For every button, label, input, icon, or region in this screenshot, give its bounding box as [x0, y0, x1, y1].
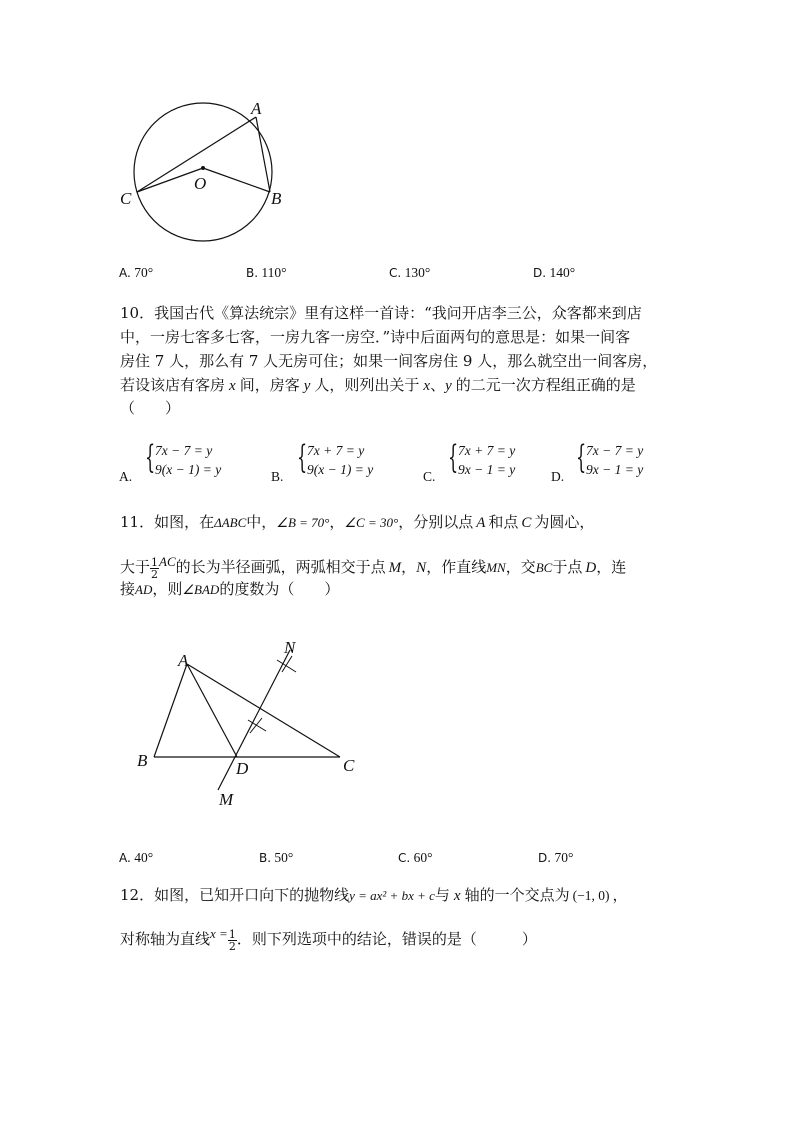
- q10-line-4: 若设该店有客房 x 间，房客 y 人，则列出关于 x、y 的二元一次方程组正确的是: [120, 376, 636, 394]
- q11-line-2: 大于 $\frac{1}{2}$ AC的长为半径画弧，两弧相交于点 M，N，作直线MN，交BC于点 D，连: [120, 554, 627, 581]
- label-c: C: [120, 189, 132, 208]
- q9-option-b[interactable]: B. 110°: [246, 265, 287, 280]
- brace-icon: {: [297, 438, 308, 476]
- brace-icon: {: [576, 438, 587, 476]
- q11-line-3: 接AD，则∠BAD的度数为（ ）: [120, 580, 340, 598]
- q11-option-c[interactable]: C. 60°: [398, 850, 433, 865]
- fraction-half: $\frac{1}{2}$: [151, 555, 159, 581]
- circle-figure: [110, 95, 310, 255]
- label-a: A: [251, 99, 262, 118]
- fig2-label-d: D: [236, 759, 249, 778]
- q11-option-b[interactable]: B. 50°: [259, 850, 294, 865]
- q10-line-2: 中，一房七客多七客，一房九客一房空．”诗中后面两句的意思是：如果一间客: [120, 328, 631, 346]
- q11-line-1: 11．如图，在ΔABC中，∠B = 70°，∠C = 30°，分别以点 A 和点 C 为圆心，: [120, 513, 595, 531]
- q9-option-d[interactable]: D. 140°: [533, 265, 576, 280]
- fig2-label-n: N: [284, 638, 296, 657]
- triangle-figure: [130, 630, 370, 810]
- q9-option-c[interactable]: C. 130°: [389, 265, 431, 280]
- fig2-label-m: M: [219, 790, 234, 809]
- q12-line-1: 12．如图，已知开口向下的抛物线y = ax² + bx + c与 x 轴的一个交点为 (−1, 0) ，: [120, 886, 628, 904]
- q10-option-c[interactable]: C. { 7x + 7 = y 9x − 1 = y: [423, 438, 516, 484]
- label-b: B: [271, 189, 282, 208]
- q10-line-1: 10．我国古代《算法统宗》里有这样一首诗：“我问开店李三公，众客都来到店: [120, 304, 642, 322]
- q10-answer-paren: （ ）: [120, 399, 181, 417]
- segment-ob: [203, 168, 270, 192]
- q11-option-a[interactable]: A. 40°: [119, 850, 154, 865]
- segment-ad: [187, 664, 237, 757]
- center-point: [201, 166, 205, 170]
- q12-line-2: 对称轴为直线x = $\frac{1}{2}$ ．则下列选项中的结论，错误的是（ ）: [120, 926, 537, 953]
- segment-ac: [187, 664, 340, 757]
- q10-option-d[interactable]: D. { 7x − 7 = y 9x − 1 = y: [551, 438, 644, 484]
- q10-option-b[interactable]: B. { 7x + 7 = y 9(x − 1) = y: [271, 438, 374, 484]
- segment-ab: [256, 117, 270, 192]
- segment-ab: [154, 664, 187, 757]
- label-o: O: [194, 174, 207, 193]
- brace-icon: {: [448, 438, 459, 476]
- brace-icon: {: [145, 438, 156, 476]
- fig2-label-c: C: [343, 756, 355, 775]
- circle-o: [134, 103, 272, 241]
- fig2-label-b: B: [137, 751, 148, 770]
- fig2-label-a: A: [178, 651, 189, 670]
- q9-option-a[interactable]: A. 70°: [119, 265, 154, 280]
- q11-option-d[interactable]: D. 70°: [538, 850, 574, 865]
- fraction-half: $\frac{1}{2}$: [228, 927, 236, 953]
- q10-option-a[interactable]: A. { 7x − 7 = y 9(x − 1) = y: [119, 438, 222, 484]
- q10-line-3: 房住 7 人，那么有 7 人无房可住；如果一间客房住 9 人，那么就空出一间客房，: [120, 352, 658, 370]
